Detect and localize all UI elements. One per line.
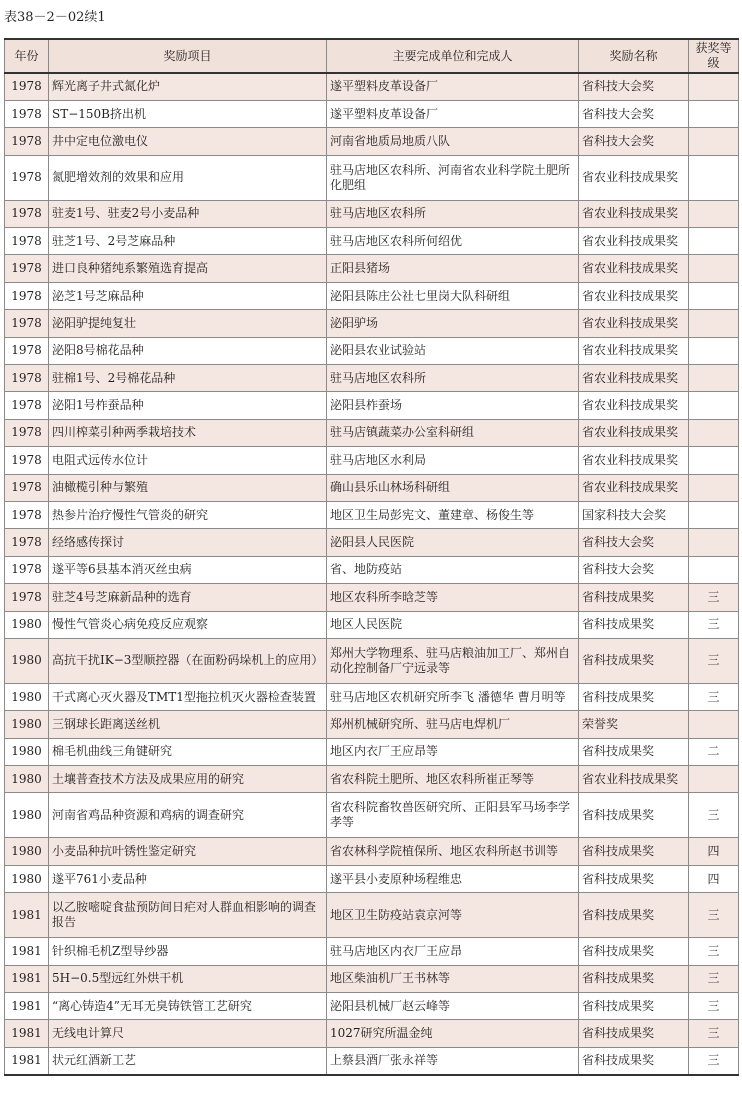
cell-level bbox=[689, 73, 739, 100]
cell-project: 井中定电位激电仪 bbox=[49, 128, 327, 155]
cell-year: 1978 bbox=[5, 584, 49, 611]
table-row bbox=[5, 474, 739, 501]
cell-level: 三 bbox=[689, 793, 739, 838]
cell-project: 棉毛机曲线三角键研究 bbox=[49, 738, 327, 765]
cell-level bbox=[689, 310, 739, 337]
cell-project: 干式离心灭火器及TMT1型拖拉机灭火器检查装置 bbox=[49, 683, 327, 710]
cell-year: 1981 bbox=[5, 938, 49, 965]
cell-year: 1978 bbox=[5, 365, 49, 392]
cell-unit: 驻马店地区农科所 bbox=[327, 365, 579, 392]
header-unit: 主要完成单位和完成人 bbox=[327, 39, 579, 73]
cell-year: 1978 bbox=[5, 282, 49, 309]
cell-level: 四 bbox=[689, 865, 739, 892]
cell-level bbox=[689, 556, 739, 583]
cell-project: 进口良种猪纯系繁殖选育提高 bbox=[49, 255, 327, 282]
table-row bbox=[5, 611, 739, 638]
cell-level bbox=[689, 474, 739, 501]
cell-award: 省农业科技成果奖 bbox=[579, 365, 689, 392]
table-row bbox=[5, 128, 739, 155]
cell-unit: 地区卫生防疫站袁京河等 bbox=[327, 893, 579, 938]
cell-level bbox=[689, 365, 739, 392]
cell-level bbox=[689, 419, 739, 446]
cell-award: 省农业科技成果奖 bbox=[579, 766, 689, 793]
cell-unit: 驻马店地区农科所 bbox=[327, 200, 579, 227]
cell-project: 驻芝1号、2号芝麻品种 bbox=[49, 228, 327, 255]
cell-award: 省科技大会奖 bbox=[579, 529, 689, 556]
cell-level bbox=[689, 282, 739, 309]
table-row bbox=[5, 766, 739, 793]
cell-year: 1980 bbox=[5, 793, 49, 838]
table-row bbox=[5, 392, 739, 419]
cell-unit: 驻马店地区水利局 bbox=[327, 447, 579, 474]
table-row bbox=[5, 282, 739, 309]
cell-level bbox=[689, 100, 739, 127]
cell-year: 1980 bbox=[5, 711, 49, 738]
cell-year: 1978 bbox=[5, 501, 49, 528]
cell-unit: 泌阳驴场 bbox=[327, 310, 579, 337]
cell-award: 荣誉奖 bbox=[579, 711, 689, 738]
cell-unit: 驻马店地区农机研究所李飞 潘德华 曹月明等 bbox=[327, 683, 579, 710]
cell-award: 省农业科技成果奖 bbox=[579, 228, 689, 255]
table-row bbox=[5, 893, 739, 938]
cell-level bbox=[689, 711, 739, 738]
cell-level: 三 bbox=[689, 893, 739, 938]
cell-award: 省科技成果奖 bbox=[579, 738, 689, 765]
table-row bbox=[5, 255, 739, 282]
cell-project: 三钢球长距离送丝机 bbox=[49, 711, 327, 738]
cell-unit: 驻马店地区内衣厂王应昂 bbox=[327, 938, 579, 965]
cell-year: 1981 bbox=[5, 1020, 49, 1047]
cell-year: 1978 bbox=[5, 200, 49, 227]
cell-level: 三 bbox=[689, 965, 739, 992]
cell-unit: 驻马店地区农科所、河南省农业科学院土肥所化肥组 bbox=[327, 155, 579, 200]
cell-level: 二 bbox=[689, 738, 739, 765]
cell-project: 油橄榄引种与繁殖 bbox=[49, 474, 327, 501]
cell-unit: 郑州大学物理系、驻马店粮油加工厂、郑州自动化控制备厂宁远录等 bbox=[327, 638, 579, 683]
cell-award: 省农业科技成果奖 bbox=[579, 474, 689, 501]
cell-award: 省科技成果奖 bbox=[579, 584, 689, 611]
cell-level: 三 bbox=[689, 1047, 739, 1074]
cell-award: 省科技成果奖 bbox=[579, 838, 689, 865]
cell-project: 针织棉毛机Z型导纱器 bbox=[49, 938, 327, 965]
cell-year: 1978 bbox=[5, 529, 49, 556]
table-row bbox=[5, 337, 739, 364]
cell-year: 1980 bbox=[5, 738, 49, 765]
header-level: 获奖等级 bbox=[689, 39, 739, 73]
cell-unit: 泌阳县柞蚕场 bbox=[327, 392, 579, 419]
cell-year: 1981 bbox=[5, 893, 49, 938]
cell-year: 1980 bbox=[5, 865, 49, 892]
cell-unit: 省农科院土肥所、地区农科所崔正琴等 bbox=[327, 766, 579, 793]
table-row bbox=[5, 228, 739, 255]
table-row bbox=[5, 993, 739, 1020]
cell-level: 三 bbox=[689, 1020, 739, 1047]
cell-unit: 省农林科学院植保所、地区农科所赵书训等 bbox=[327, 838, 579, 865]
table-row bbox=[5, 310, 739, 337]
cell-level: 三 bbox=[689, 611, 739, 638]
table-row bbox=[5, 683, 739, 710]
cell-level: 三 bbox=[689, 683, 739, 710]
table-row bbox=[5, 711, 739, 738]
cell-year: 1978 bbox=[5, 392, 49, 419]
cell-unit: 省农科院畜牧兽医研究所、正阳县军马场李学孝等 bbox=[327, 793, 579, 838]
cell-level bbox=[689, 766, 739, 793]
cell-award: 省科技大会奖 bbox=[579, 556, 689, 583]
cell-year: 1980 bbox=[5, 638, 49, 683]
table-caption: 表38－2－02续1 bbox=[4, 10, 106, 25]
cell-project: 电阻式远传水位计 bbox=[49, 447, 327, 474]
cell-level bbox=[689, 529, 739, 556]
cell-level: 三 bbox=[689, 584, 739, 611]
header-project: 奖励项目 bbox=[49, 39, 327, 73]
cell-year: 1978 bbox=[5, 73, 49, 100]
table-row bbox=[5, 865, 739, 892]
header-year: 年份 bbox=[5, 39, 49, 73]
cell-year: 1980 bbox=[5, 683, 49, 710]
cell-project: 泌阳8号棉花品种 bbox=[49, 337, 327, 364]
cell-level bbox=[689, 337, 739, 364]
header-award: 奖励名称 bbox=[579, 39, 689, 73]
cell-unit: 泌阳县人民医院 bbox=[327, 529, 579, 556]
cell-award: 省农业科技成果奖 bbox=[579, 447, 689, 474]
cell-project: 慢性气管炎心病免疫反应观察 bbox=[49, 611, 327, 638]
cell-year: 1978 bbox=[5, 337, 49, 364]
cell-year: 1980 bbox=[5, 611, 49, 638]
cell-project: 经络感传探讨 bbox=[49, 529, 327, 556]
cell-year: 1978 bbox=[5, 474, 49, 501]
table-row bbox=[5, 638, 739, 683]
cell-year: 1978 bbox=[5, 255, 49, 282]
cell-award: 省科技成果奖 bbox=[579, 1047, 689, 1074]
cell-project: 泌阳1号柞蚕品种 bbox=[49, 392, 327, 419]
awards-table bbox=[4, 38, 739, 1076]
cell-award: 省科技成果奖 bbox=[579, 938, 689, 965]
cell-award: 省科技成果奖 bbox=[579, 611, 689, 638]
cell-project: “离心铸造4”无耳无臭铸铁管工艺研究 bbox=[49, 993, 327, 1020]
table-row bbox=[5, 738, 739, 765]
cell-award: 省科技成果奖 bbox=[579, 638, 689, 683]
table-row bbox=[5, 73, 739, 100]
table-row bbox=[5, 838, 739, 865]
table-row bbox=[5, 793, 739, 838]
cell-year: 1978 bbox=[5, 128, 49, 155]
cell-award: 省农业科技成果奖 bbox=[579, 282, 689, 309]
cell-level: 三 bbox=[689, 938, 739, 965]
cell-unit: 地区人民医院 bbox=[327, 611, 579, 638]
cell-unit: 省、地防疫站 bbox=[327, 556, 579, 583]
cell-unit: 遂平塑料皮革设备厂 bbox=[327, 100, 579, 127]
cell-project: 以乙胺嘧啶食盐预防间日疟对人群血相影响的调查报告 bbox=[49, 893, 327, 938]
cell-unit: 泌阳县农业试验站 bbox=[327, 337, 579, 364]
cell-unit: 驻马店地区农科所何绍优 bbox=[327, 228, 579, 255]
cell-award: 省科技成果奖 bbox=[579, 793, 689, 838]
cell-award: 省农业科技成果奖 bbox=[579, 310, 689, 337]
cell-unit: 泌阳县陈庄公社七里岗大队科研组 bbox=[327, 282, 579, 309]
cell-award: 国家科技大会奖 bbox=[579, 501, 689, 528]
cell-project: 泌阳驴提纯复壮 bbox=[49, 310, 327, 337]
cell-year: 1978 bbox=[5, 556, 49, 583]
cell-year: 1978 bbox=[5, 155, 49, 200]
cell-level: 三 bbox=[689, 993, 739, 1020]
cell-year: 1978 bbox=[5, 447, 49, 474]
cell-level bbox=[689, 501, 739, 528]
cell-award: 省农业科技成果奖 bbox=[579, 255, 689, 282]
cell-project: 驻麦1号、驻麦2号小麦品种 bbox=[49, 200, 327, 227]
table-row bbox=[5, 200, 739, 227]
cell-project: 辉光离子井式氮化炉 bbox=[49, 73, 327, 100]
cell-level bbox=[689, 200, 739, 227]
cell-unit: 郑州机械研究所、驻马店电焊机厂 bbox=[327, 711, 579, 738]
cell-year: 1978 bbox=[5, 228, 49, 255]
cell-year: 1980 bbox=[5, 838, 49, 865]
cell-project: 热参片治疗慢性气管炎的研究 bbox=[49, 501, 327, 528]
table-row bbox=[5, 556, 739, 583]
cell-unit: 地区柴油机厂王书林等 bbox=[327, 965, 579, 992]
cell-project: 小麦品种抗叶锈性鉴定研究 bbox=[49, 838, 327, 865]
cell-year: 1981 bbox=[5, 1047, 49, 1074]
cell-level bbox=[689, 255, 739, 282]
cell-award: 省农业科技成果奖 bbox=[579, 419, 689, 446]
cell-award: 省科技成果奖 bbox=[579, 1020, 689, 1047]
cell-level bbox=[689, 128, 739, 155]
cell-unit: 上蔡县酒厂张永祥等 bbox=[327, 1047, 579, 1074]
cell-unit: 驻马店镇蔬菜办公室科研组 bbox=[327, 419, 579, 446]
cell-level bbox=[689, 155, 739, 200]
cell-unit: 地区内衣厂王应昂等 bbox=[327, 738, 579, 765]
cell-level: 三 bbox=[689, 638, 739, 683]
table-row bbox=[5, 100, 739, 127]
cell-unit: 遂平塑料皮革设备厂 bbox=[327, 73, 579, 100]
cell-year: 1978 bbox=[5, 419, 49, 446]
cell-project: 泌芝1号芝麻品种 bbox=[49, 282, 327, 309]
cell-unit: 地区农科所李晗芝等 bbox=[327, 584, 579, 611]
cell-level bbox=[689, 228, 739, 255]
cell-project: 驻芝4号芝麻新品种的选育 bbox=[49, 584, 327, 611]
cell-unit: 河南省地质局地质八队 bbox=[327, 128, 579, 155]
cell-project: 高抗干扰IK−3型顺控器（在面粉码垛机上的应用） bbox=[49, 638, 327, 683]
cell-level bbox=[689, 447, 739, 474]
cell-project: ST−150B挤出机 bbox=[49, 100, 327, 127]
cell-award: 省科技大会奖 bbox=[579, 100, 689, 127]
cell-award: 省农业科技成果奖 bbox=[579, 337, 689, 364]
cell-project: 遂平761小麦品种 bbox=[49, 865, 327, 892]
table-row bbox=[5, 938, 739, 965]
cell-project: 驻棉1号、2号棉花品种 bbox=[49, 365, 327, 392]
cell-project: 遂平等6县基本消灭丝虫病 bbox=[49, 556, 327, 583]
cell-year: 1981 bbox=[5, 993, 49, 1020]
cell-award: 省科技成果奖 bbox=[579, 893, 689, 938]
cell-unit: 确山县乐山林场科研组 bbox=[327, 474, 579, 501]
cell-award: 省科技大会奖 bbox=[579, 128, 689, 155]
cell-project: 无线电计算尺 bbox=[49, 1020, 327, 1047]
cell-unit: 泌阳县机械厂赵云峰等 bbox=[327, 993, 579, 1020]
table-row bbox=[5, 419, 739, 446]
cell-award: 省农业科技成果奖 bbox=[579, 155, 689, 200]
table-row bbox=[5, 447, 739, 474]
cell-award: 省科技成果奖 bbox=[579, 965, 689, 992]
cell-year: 1981 bbox=[5, 965, 49, 992]
table-row bbox=[5, 529, 739, 556]
table-header-row bbox=[5, 39, 739, 73]
cell-unit: 遂平县小麦原种场程维忠 bbox=[327, 865, 579, 892]
cell-unit: 正阳县猪场 bbox=[327, 255, 579, 282]
cell-level: 四 bbox=[689, 838, 739, 865]
cell-project: 状元红酒新工艺 bbox=[49, 1047, 327, 1074]
cell-project: 氮肥增效剂的效果和应用 bbox=[49, 155, 327, 200]
table-row bbox=[5, 1020, 739, 1047]
cell-award: 省农业科技成果奖 bbox=[579, 392, 689, 419]
table-row bbox=[5, 1047, 739, 1074]
cell-award: 省农业科技成果奖 bbox=[579, 200, 689, 227]
table-row bbox=[5, 965, 739, 992]
cell-unit: 地区卫生局彭宪文、董建章、杨俊生等 bbox=[327, 501, 579, 528]
cell-project: 土壤普查技术方法及成果应用的研究 bbox=[49, 766, 327, 793]
cell-level bbox=[689, 392, 739, 419]
cell-award: 省科技成果奖 bbox=[579, 865, 689, 892]
cell-project: 四川榨菜引种两季栽培技术 bbox=[49, 419, 327, 446]
cell-award: 省科技成果奖 bbox=[579, 683, 689, 710]
table-row bbox=[5, 584, 739, 611]
cell-year: 1978 bbox=[5, 100, 49, 127]
table-body bbox=[5, 73, 739, 1075]
cell-award: 省科技成果奖 bbox=[579, 993, 689, 1020]
table-row bbox=[5, 501, 739, 528]
cell-unit: 1027研究所温金纯 bbox=[327, 1020, 579, 1047]
table-row bbox=[5, 155, 739, 200]
cell-project: 5H−0.5型远红外烘干机 bbox=[49, 965, 327, 992]
cell-project: 河南省鸡品种资源和鸡病的调查研究 bbox=[49, 793, 327, 838]
cell-year: 1980 bbox=[5, 766, 49, 793]
cell-year: 1978 bbox=[5, 310, 49, 337]
table-row bbox=[5, 365, 739, 392]
cell-award: 省科技大会奖 bbox=[579, 73, 689, 100]
